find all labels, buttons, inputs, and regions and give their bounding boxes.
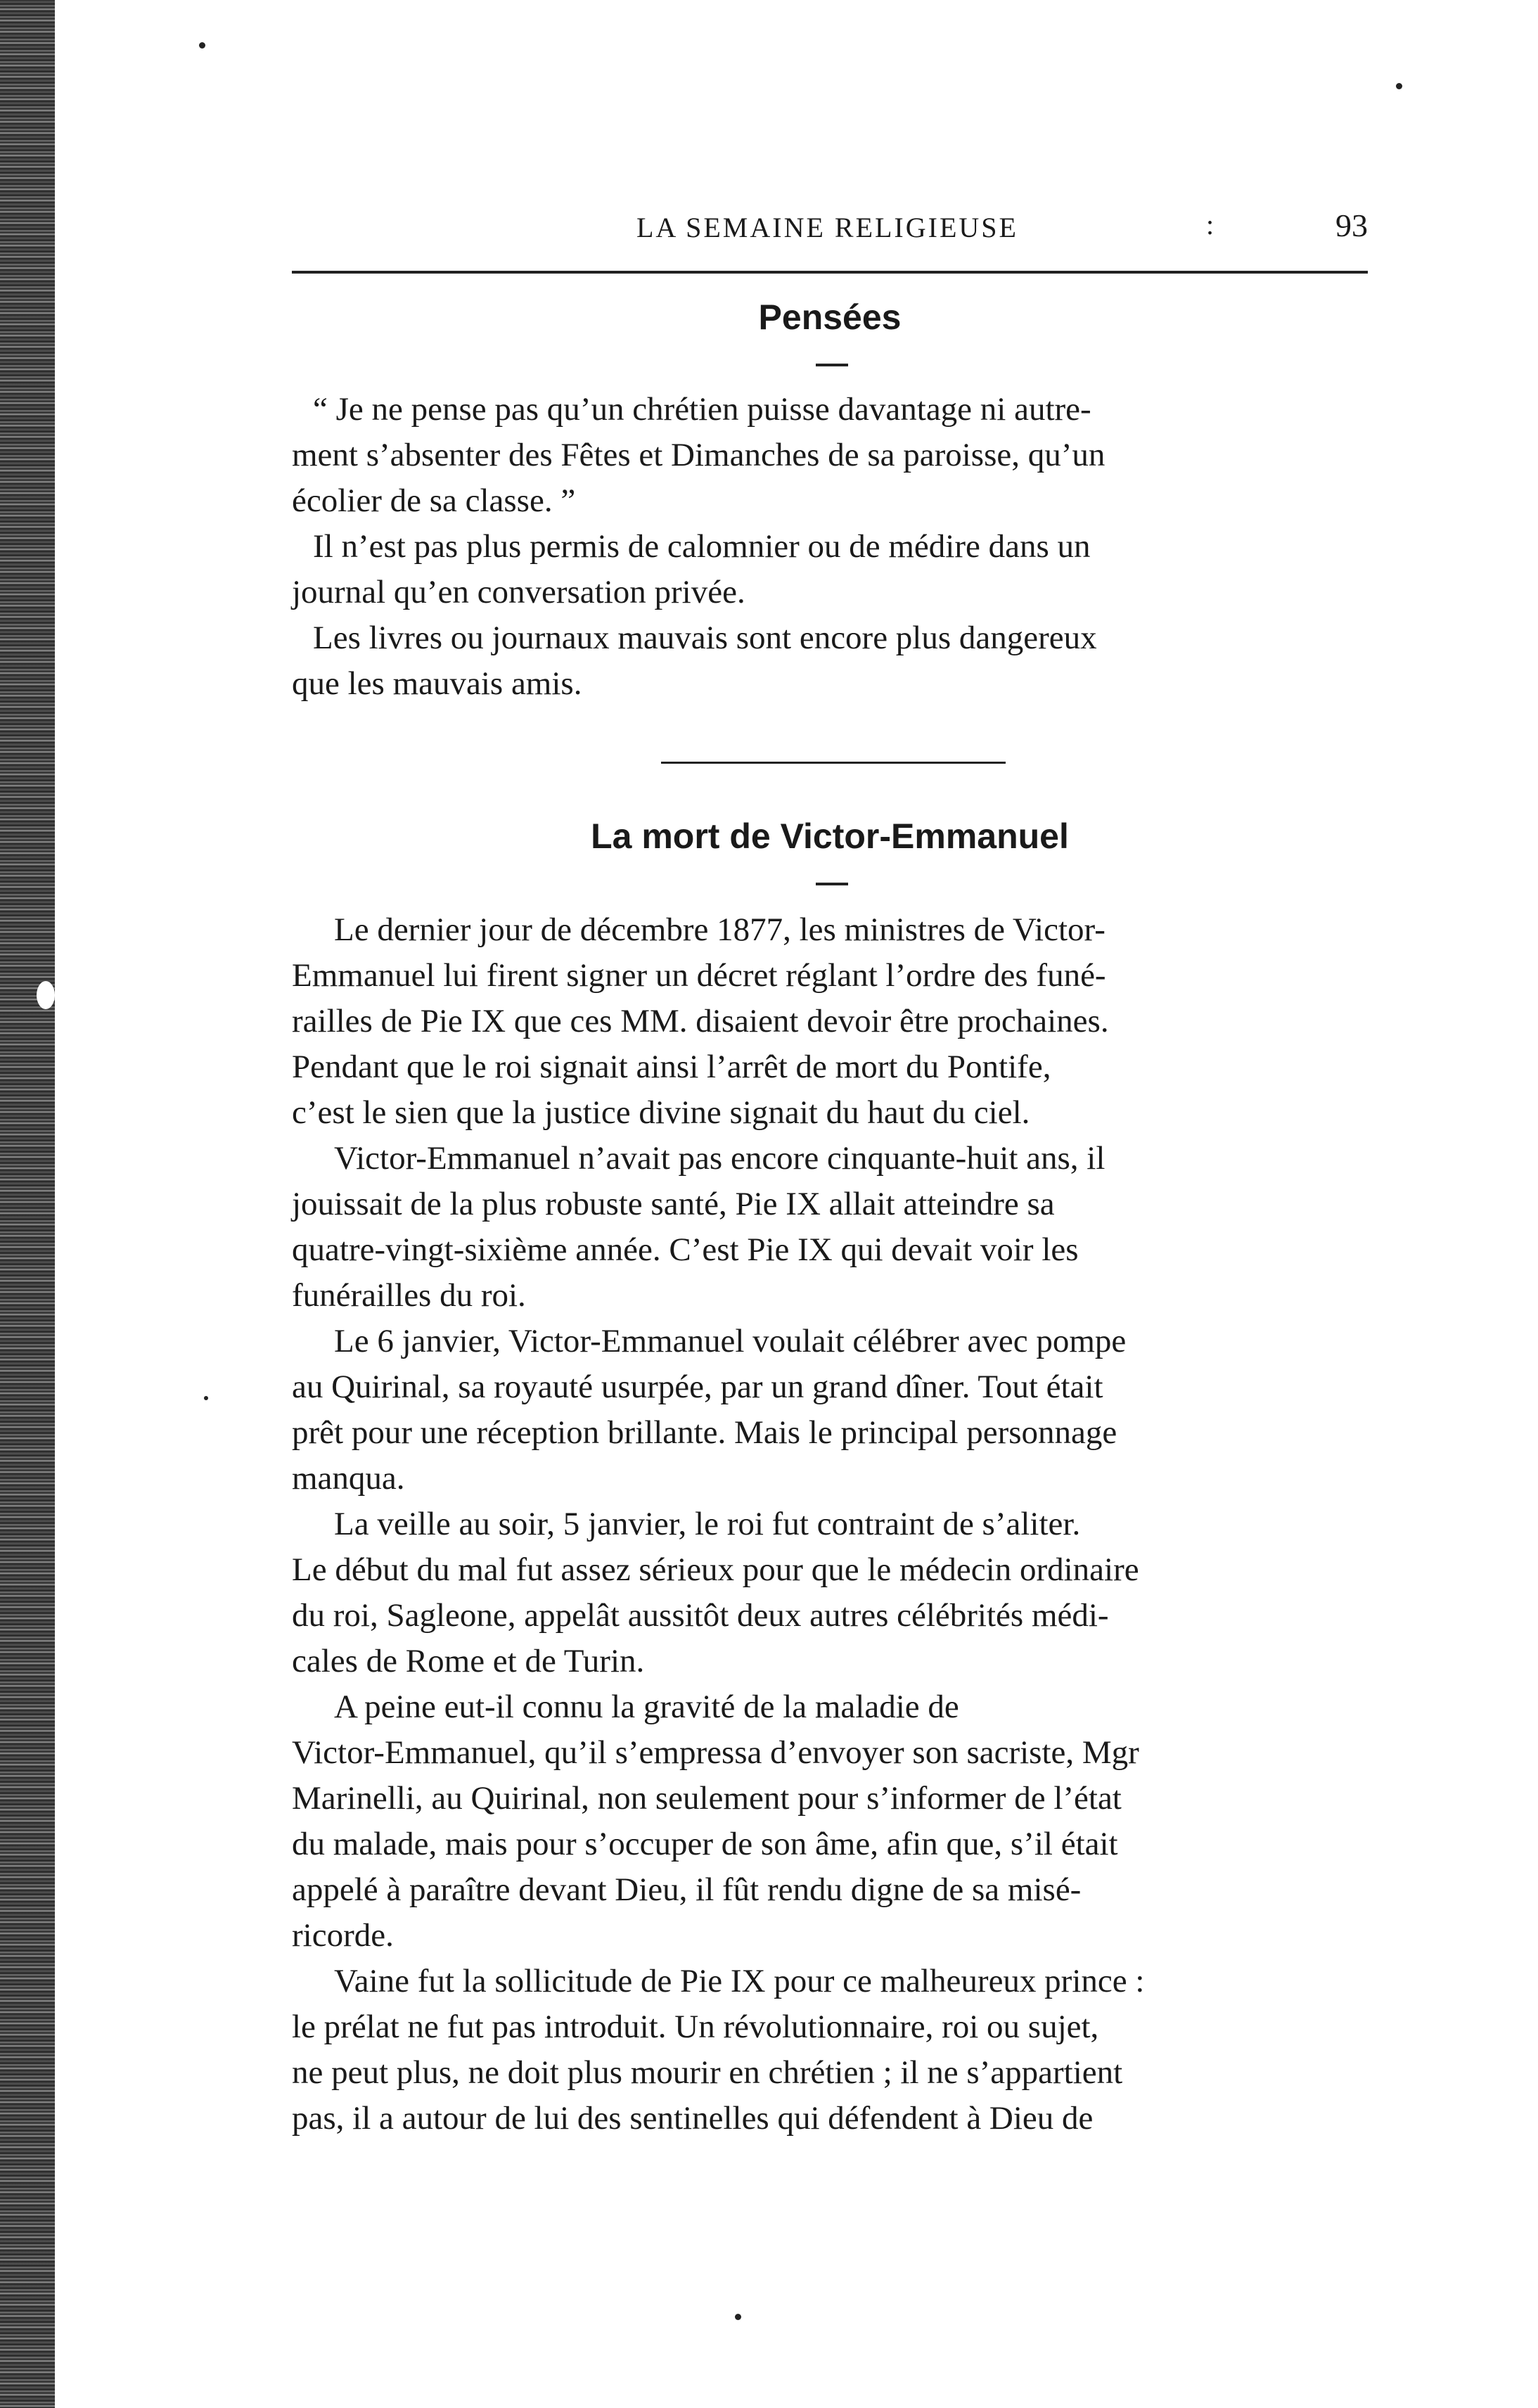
title-dash bbox=[816, 883, 848, 885]
text-line: au Quirinal, sa royauté usurpée, par un grand dîner. Tout était bbox=[292, 1369, 1103, 1405]
text-line: Vaine fut la sollicitude de Pie IX pour ce malheureux prince : bbox=[334, 1963, 1145, 1999]
text-line: c’est le sien que la justice divine signait du haut du ciel. bbox=[292, 1094, 1030, 1131]
ink-speck bbox=[735, 2314, 741, 2320]
text-line: manqua. bbox=[292, 1460, 405, 1497]
header-separator: : bbox=[1206, 209, 1215, 241]
text-line: La veille au soir, 5 janvier, le roi fut contraint de s’aliter. bbox=[334, 1506, 1081, 1542]
running-title: LA SEMAINE RELIGIEUSE bbox=[636, 212, 1018, 243]
pensees-text bbox=[292, 387, 1368, 707]
paragraph bbox=[292, 1319, 1368, 1501]
text-line: ricorde. bbox=[292, 1917, 394, 1954]
text-line: Marinelli, au Quirinal, non seulement pour s’informer de l’état bbox=[292, 1780, 1122, 1817]
text-line: ment s’absenter des Fêtes et Dimanches de sa paroisse, qu’un bbox=[292, 437, 1106, 473]
ink-speck bbox=[1396, 83, 1402, 89]
text-line: du roi, Sagleone, appelât aussitôt deux autres célébrités médi- bbox=[292, 1597, 1109, 1634]
paragraph bbox=[292, 1136, 1368, 1319]
text-line: “ Je ne pense pas qu’un chrétien puisse davantage ni autre- bbox=[313, 391, 1091, 428]
text-line: Victor-Emmanuel n’avait pas encore cinquante-huit ans, il bbox=[334, 1140, 1106, 1177]
paragraph bbox=[292, 615, 1368, 707]
section-title-victor-emmanuel: La mort de Victor-Emmanuel bbox=[591, 816, 1069, 856]
text-line: Le début du mal fut assez sérieux pour que le médecin ordinaire bbox=[292, 1551, 1139, 1588]
text-line: Emmanuel lui firent signer un décret réglant l’ordre des funé- bbox=[292, 957, 1106, 994]
page-header bbox=[292, 203, 1368, 245]
book-spine-edge bbox=[0, 0, 55, 2408]
ink-speck bbox=[199, 42, 205, 49]
text-line: Victor-Emmanuel, qu’il s’empressa d’envoyer son sacriste, Mgr bbox=[292, 1734, 1139, 1771]
paragraph bbox=[292, 1501, 1368, 1684]
paragraph bbox=[292, 387, 1368, 524]
text-line: écolier de sa classe. ” bbox=[292, 482, 576, 519]
text-line: pas, il a autour de lui des sentinelles qui défendent à Dieu de bbox=[292, 2100, 1094, 2137]
text-line: le prélat ne fut pas introduit. Un révolutionnaire, roi ou sujet, bbox=[292, 2009, 1099, 2045]
text-line: cales de Rome et de Turin. bbox=[292, 1643, 645, 1679]
spine-hole bbox=[37, 981, 55, 1009]
section-title-pensees: Pensées bbox=[758, 297, 902, 337]
text-line: appelé à paraître devant Dieu, il fût rendu digne de sa misé- bbox=[292, 1871, 1082, 1908]
paragraph bbox=[292, 524, 1368, 615]
text-line: Les livres ou journaux mauvais sont encore plus dangereux bbox=[313, 620, 1097, 656]
section-separator bbox=[661, 762, 1006, 764]
text-line: railles de Pie IX que ces MM. disaient devoir être prochaines. bbox=[292, 1003, 1109, 1039]
text-line: journal qu’en conversation privée. bbox=[292, 574, 745, 610]
paragraph bbox=[292, 1684, 1368, 1959]
text-line: Le 6 janvier, Victor-Emmanuel voulait célébrer avec pompe bbox=[334, 1323, 1127, 1359]
text-line: jouissait de la plus robuste santé, Pie IX allait atteindre sa bbox=[292, 1186, 1055, 1222]
text-line: Il n’est pas plus permis de calomnier ou de médire dans un bbox=[313, 528, 1091, 565]
victor-emmanuel-text bbox=[292, 907, 1368, 2141]
header-rule bbox=[292, 271, 1368, 274]
title-dash bbox=[816, 364, 848, 366]
paragraph bbox=[292, 907, 1368, 1136]
paragraph bbox=[292, 1959, 1368, 2141]
ink-speck bbox=[204, 1396, 208, 1400]
text-line: Le dernier jour de décembre 1877, les ministres de Victor- bbox=[334, 911, 1106, 948]
text-line: que les mauvais amis. bbox=[292, 665, 582, 702]
text-line: Pendant que le roi signait ainsi l’arrêt de mort du Pontife, bbox=[292, 1049, 1051, 1085]
text-line: du malade, mais pour s’occuper de son âme, afin que, s’il était bbox=[292, 1826, 1118, 1862]
text-line: prêt pour une réception brillante. Mais le principal personnage bbox=[292, 1414, 1117, 1451]
page-number: 93 bbox=[1335, 207, 1368, 243]
text-line: ne peut plus, ne doit plus mourir en chrétien ; il ne s’appartient bbox=[292, 2054, 1123, 2091]
text-line: A peine eut-il connu la gravité de la maladie de bbox=[334, 1689, 959, 1725]
text-line: funérailles du roi. bbox=[292, 1277, 526, 1314]
text-line: quatre-vingt-sixième année. C’est Pie IX qui devait voir les bbox=[292, 1231, 1079, 1268]
